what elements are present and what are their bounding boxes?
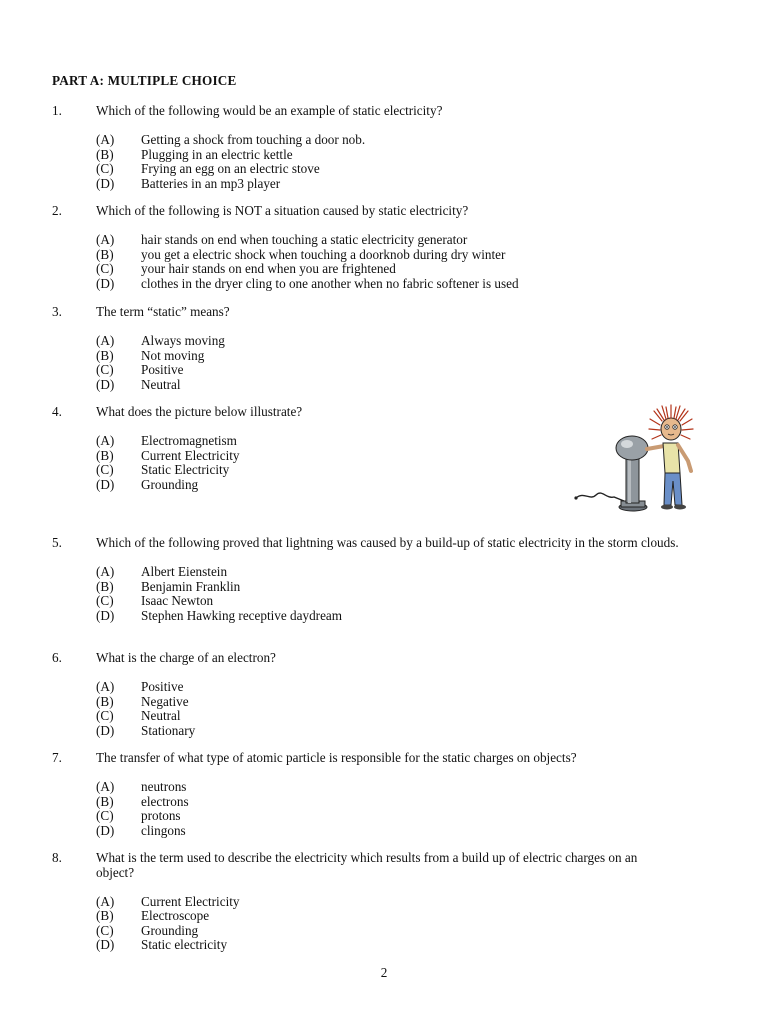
option-d: [96, 277, 722, 292]
option-text: Frying an egg on an electric stove: [141, 161, 320, 176]
option-letter: (C): [96, 593, 114, 608]
options-list: [96, 233, 722, 291]
option-text: Current Electricity: [141, 447, 240, 463]
option-letter: (B): [96, 793, 114, 809]
option-text: Stationary: [141, 722, 196, 738]
option-b: [96, 795, 722, 810]
option-text: Isaac Newton: [141, 593, 214, 608]
option-letter: (D): [96, 275, 115, 291]
options-list: [96, 565, 722, 623]
question-text: Which of the following would be an example of static electricity?: [96, 103, 443, 118]
option-a: [96, 133, 722, 148]
option-text: Static Electricity: [141, 462, 230, 477]
option-letter: (A): [96, 564, 115, 579]
question-text: What is the term used to describe the electricity which results from a build up of electric charges on an object?: [96, 850, 638, 880]
question-3: [52, 305, 722, 392]
option-letter: (D): [96, 476, 115, 492]
question-text: Which of the following is NOT a situation caused by static electricity?: [96, 203, 469, 218]
option-a: [96, 334, 722, 349]
option-c: [96, 594, 722, 609]
question-6: [52, 651, 722, 738]
option-d: [96, 824, 722, 839]
option-b: [96, 248, 722, 263]
option-text: Always moving: [141, 333, 225, 348]
option-b: [96, 148, 722, 163]
option-text: Positive: [141, 679, 184, 694]
option-letter: (B): [96, 146, 114, 162]
van-de-graaff-generator-with-person-icon: [572, 403, 714, 515]
option-letter: (A): [96, 893, 115, 909]
option-text: Grounding: [141, 476, 199, 492]
option-letter: (D): [96, 607, 115, 623]
question-number: 7.: [52, 750, 62, 765]
option-letter: (C): [96, 462, 114, 477]
option-a: [96, 895, 642, 910]
option-d: [96, 609, 722, 624]
option-letter: (C): [96, 808, 114, 823]
option-text: electrons: [141, 793, 189, 809]
option-text: your hair stands on end when you are frightened: [141, 261, 396, 276]
option-d: [96, 938, 642, 953]
option-letter: (A): [96, 433, 115, 448]
option-a: [96, 565, 722, 580]
option-text: Stephen Hawking receptive daydream: [141, 607, 343, 623]
option-text: neutrons: [141, 779, 187, 794]
question-number: 3.: [52, 304, 62, 319]
option-letter: (C): [96, 161, 114, 176]
option-text: Albert Eienstein: [141, 564, 228, 579]
option-letter: (D): [96, 175, 115, 191]
option-c: [96, 709, 722, 724]
question-8: [52, 851, 642, 953]
option-text: Negative: [141, 693, 189, 709]
option-letter: (A): [96, 232, 115, 247]
options-list: [96, 334, 722, 392]
question-number: 4.: [52, 404, 62, 419]
question-number: 6.: [52, 650, 62, 665]
question-text: What is the charge of an electron?: [96, 650, 276, 665]
question-number: 2.: [52, 203, 62, 218]
option-text: Neutral: [141, 376, 181, 392]
option-b: [96, 695, 722, 710]
option-a: [96, 233, 722, 248]
option-letter: (A): [96, 132, 115, 147]
option-letter: (D): [96, 722, 115, 738]
page-number: 2: [380, 965, 388, 980]
option-text: Electroscope: [141, 908, 210, 923]
option-letter: (D): [96, 376, 115, 392]
option-text: Batteries in an mp3 player: [141, 175, 281, 191]
question-text: What does the picture below illustrate?: [96, 404, 303, 419]
option-text: Getting a shock from touching a door nob.: [141, 132, 366, 147]
question-5: [52, 536, 722, 623]
option-c: [96, 363, 722, 378]
option-text: Electromagnetism: [141, 433, 237, 448]
option-letter: (D): [96, 822, 115, 838]
option-d: [96, 724, 722, 739]
option-c: [96, 809, 722, 824]
option-d: [96, 177, 722, 192]
section-heading: PART A: MULTIPLE CHOICE: [52, 73, 237, 88]
option-letter: (A): [96, 679, 115, 694]
option-a: [96, 680, 722, 695]
question-2: [52, 204, 722, 291]
option-text: Plugging in an electric kettle: [141, 146, 293, 162]
option-letter: (C): [96, 362, 114, 377]
option-text: protons: [141, 808, 181, 823]
option-text: Neutral: [141, 708, 181, 723]
option-b: [96, 349, 722, 364]
option-text: clingons: [141, 822, 186, 838]
option-letter: (B): [96, 246, 114, 262]
option-text: Positive: [141, 362, 184, 377]
option-letter: (B): [96, 578, 114, 594]
option-letter: (B): [96, 908, 114, 923]
option-letter: (A): [96, 779, 115, 794]
option-letter: (B): [96, 447, 114, 463]
option-c: [96, 924, 642, 939]
option-letter: (D): [96, 937, 115, 952]
option-letter: (C): [96, 261, 114, 276]
option-text: Static electricity: [141, 937, 228, 952]
question-text: The term “static” means?: [96, 304, 230, 319]
option-a: [96, 780, 722, 795]
option-text: Current Electricity: [141, 893, 240, 909]
option-letter: (C): [96, 708, 114, 723]
option-text: clothes in the dryer cling to one another when no fabric softener is used: [141, 275, 519, 291]
question-number: 1.: [52, 103, 62, 118]
question-number: 5.: [52, 535, 62, 550]
option-b: [96, 580, 722, 595]
options-list: [96, 780, 722, 838]
option-text: you get a electric shock when touching a doorknob during dry winter: [141, 246, 506, 262]
option-text: Not moving: [141, 347, 205, 363]
question-text: The transfer of what type of atomic particle is responsible for the static charges on objects?: [96, 750, 577, 765]
option-b: [96, 909, 642, 924]
option-c: [96, 262, 722, 277]
option-text: hair stands on end when touching a static electricity generator: [141, 232, 468, 247]
question-number: 8.: [52, 850, 62, 865]
question-7: [52, 751, 722, 838]
option-letter: (B): [96, 347, 114, 363]
question-text: Which of the following proved that lightning was caused by a build-up of static electricity in the storm clouds.: [96, 535, 679, 550]
option-text: Grounding: [141, 922, 199, 938]
options-list: [96, 133, 722, 191]
question-1: [52, 104, 722, 191]
option-c: [96, 162, 722, 177]
option-d: [96, 378, 722, 393]
options-list: [96, 895, 642, 953]
options-list: [96, 680, 722, 738]
option-letter: (A): [96, 333, 115, 348]
option-text: Benjamin Franklin: [141, 578, 241, 594]
option-letter: (C): [96, 922, 114, 938]
option-letter: (B): [96, 693, 114, 709]
